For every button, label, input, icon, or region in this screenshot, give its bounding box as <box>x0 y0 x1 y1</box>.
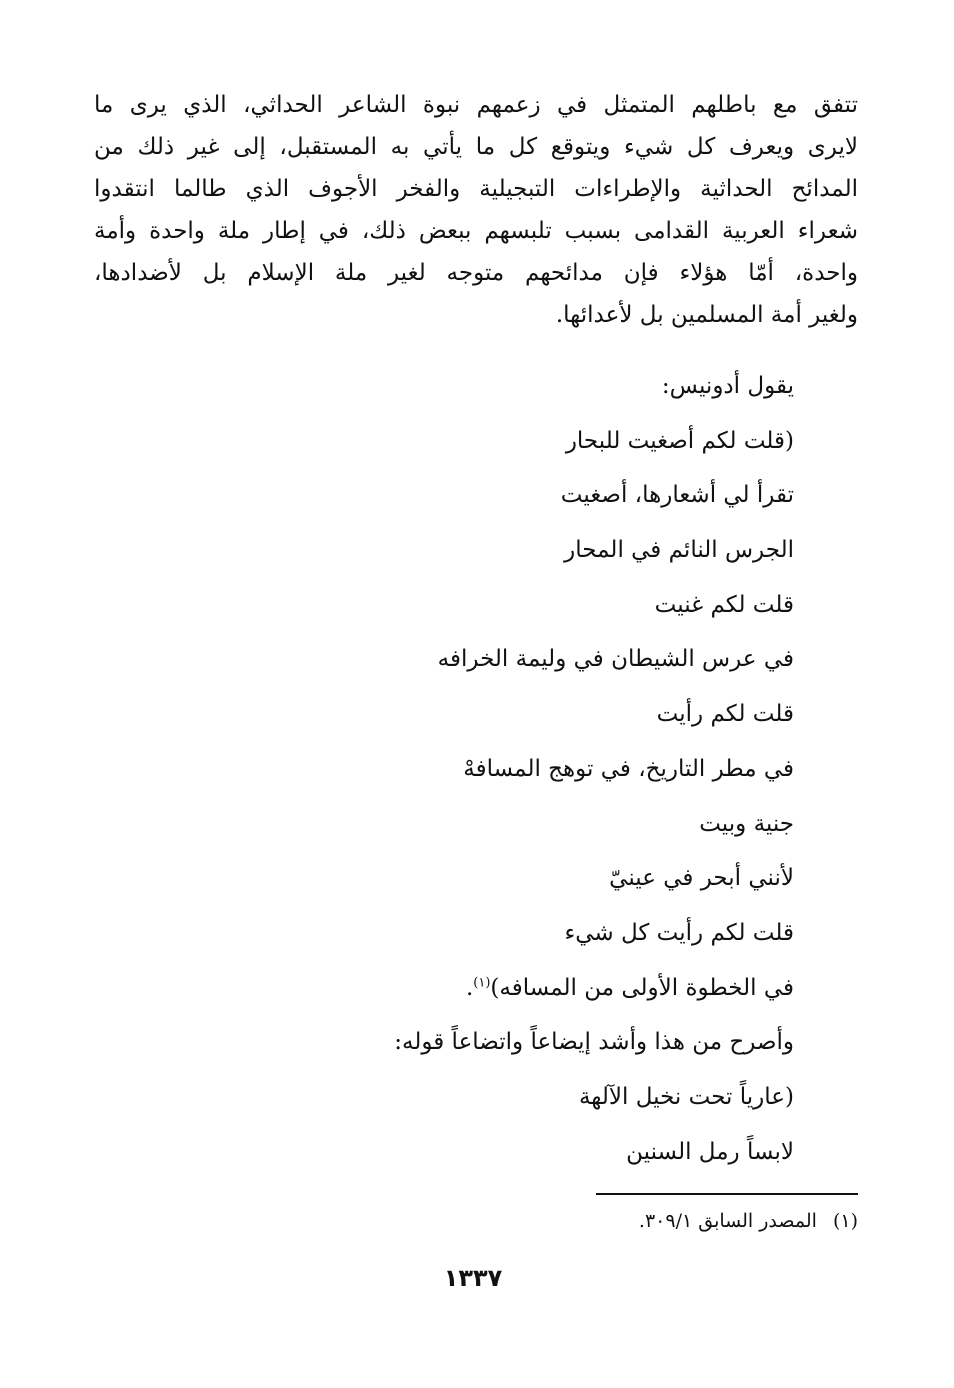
page-number <box>0 1264 954 1292</box>
poem-line-text: في الخطوة الأولى من المسافه) <box>490 974 794 1001</box>
poem-line: في مطر التاريخ، في توهج المسافهْ <box>463 755 794 782</box>
footnote-separator <box>596 1193 858 1195</box>
paragraph-line: واحدة، أمّا هؤلاء فإن مدائحهم متوجه لغير ملة الإسلام بل لأضدادها، <box>94 260 858 286</box>
body-paragraph <box>94 84 858 336</box>
paragraph-line: ولغير أمة المسلمين بل لأعدائها. <box>555 302 858 328</box>
poem-quotation <box>194 359 794 1179</box>
footnote-reference[interactable]: (١) <box>473 974 491 990</box>
footnote-text: المصدر السابق ٣٠٩/١. <box>638 1210 817 1232</box>
poem-line-with-footnote <box>194 961 794 1016</box>
poem-line: لأنني أبحر في عينيّ <box>609 865 794 892</box>
poem-line: جنية وبيت <box>699 810 794 837</box>
transition-line: وأصرح من هذا وأشد إيضاعاً واتضاعاً قوله: <box>394 1029 794 1056</box>
poem-line: قلت لكم رأيت <box>656 701 794 728</box>
poem-line: (عارياً تحت نخيل الآلهة <box>578 1083 794 1110</box>
poem-line: قلت لكم رأيت كل شيء <box>564 919 794 946</box>
paragraph-line: لايرى ويعرف كل شيء ويتوقع كل ما يأتي به المستقبل، إلى غير ذلك من <box>94 134 858 160</box>
page-number-text: ١٣٣٧ <box>443 1264 503 1292</box>
poem-line: لابساً رمل السنين <box>626 1138 794 1165</box>
poem-line-end: . <box>465 974 474 1001</box>
poem-intro-line: يقول أدونيس: <box>661 373 794 399</box>
footnote-number: (١) <box>832 1210 858 1232</box>
paragraph-line: شعراء العربية القدامى بسبب تلبسهم ببعض ذلك، في إطار ملة واحدة وأمة <box>94 218 858 244</box>
poem-line: في عرس الشيطان في وليمة الخرافه <box>437 646 794 673</box>
paragraph-line: تتفق مع باطلهم المتمثل في زعمهم نبوة الشاعر الحداثي، الذي يرى ما <box>94 92 858 118</box>
paragraph-line: المدائح الحداثية والإطراءات التبجيلية والفخر الأجوف الذي طالما انتقدوا <box>94 176 858 202</box>
poem-line: الجرس النائم في المحار <box>564 537 794 564</box>
poem-line: (قلت لكم أصغيت للبحار <box>565 427 794 454</box>
poem-line: تقرأ لي أشعارها، أصغيت <box>560 482 794 509</box>
poem-line: قلت لكم غنيت <box>654 591 794 618</box>
footnote <box>639 1206 858 1236</box>
